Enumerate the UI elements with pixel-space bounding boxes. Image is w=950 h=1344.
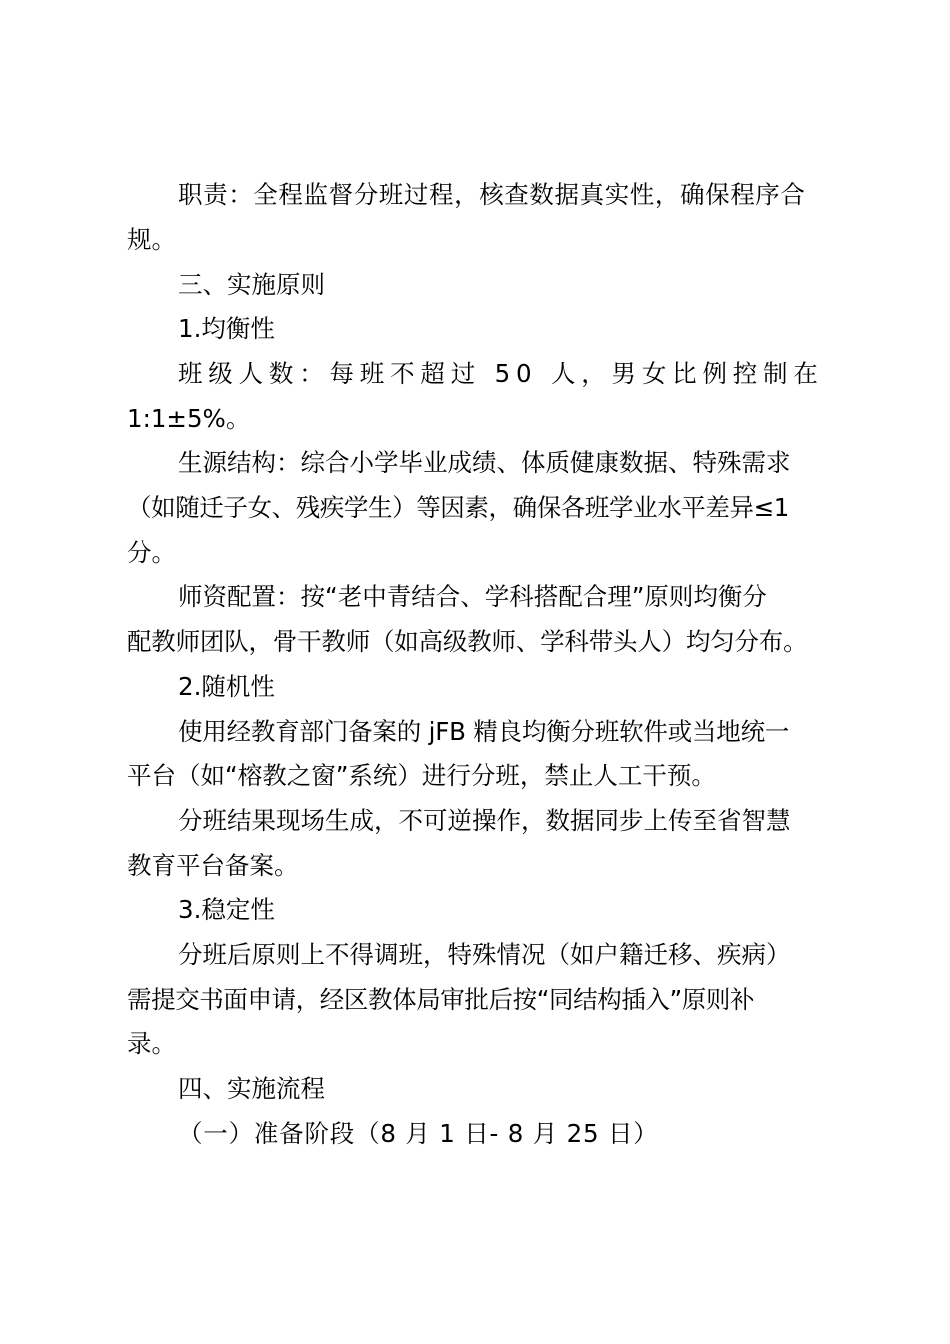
- software-line-2: 平台（如“榕教之窗”系统）进行分班，禁止人工干预。: [127, 761, 716, 790]
- stability-line-1: 分班后原则上不得调班，特殊情况（如户籍迁移、疾病）: [178, 940, 791, 969]
- result-line-2: 教育平台备案。: [127, 851, 299, 880]
- stability-line-2: 需提交书面申请，经区教体局审批后按“同结构插入”原则补: [127, 985, 755, 1014]
- stability-line-3: 录。: [127, 1029, 176, 1058]
- class-size-line-1: 班级人数：每班不超过 50 人，男女比例控制在: [178, 359, 824, 388]
- duty-line-2: 规。: [127, 225, 176, 254]
- software-line-1: 使用经教育部门备案的 jFB 精良均衡分班软件或当地统一: [178, 717, 790, 746]
- student-structure-line-2: （如随迁子女、残疾学生）等因素，确保各班学业水平差异≤1: [127, 493, 789, 522]
- subheading-balance: 1.均衡性: [178, 314, 275, 343]
- teacher-allocation-line-1: 师资配置：按“老中青结合、学科搭配合理”原则均衡分: [178, 582, 767, 611]
- class-size-line-2: 1:1±5%。: [127, 404, 251, 433]
- result-line-1: 分班结果现场生成，不可逆操作，数据同步上传至省智慧: [178, 806, 791, 835]
- section-heading-process: 四、实施流程: [178, 1074, 325, 1103]
- duty-line-1: 职责：全程监督分班过程，核查数据真实性，确保程序合: [178, 180, 806, 209]
- student-structure-line-1: 生源结构：综合小学毕业成绩、体质健康数据、特殊需求: [178, 448, 791, 477]
- stage-heading-preparation: （一）准备阶段（8 月 1 日- 8 月 25 日）: [178, 1119, 659, 1148]
- teacher-allocation-line-2: 配教师团队，骨干教师（如高级教师、学科带头人）均匀分布。: [127, 627, 808, 656]
- section-heading-principles: 三、实施原则: [178, 270, 325, 299]
- student-structure-line-3: 分。: [127, 538, 176, 567]
- subheading-stability: 3.稳定性: [178, 895, 275, 924]
- subheading-randomness: 2.随机性: [178, 672, 275, 701]
